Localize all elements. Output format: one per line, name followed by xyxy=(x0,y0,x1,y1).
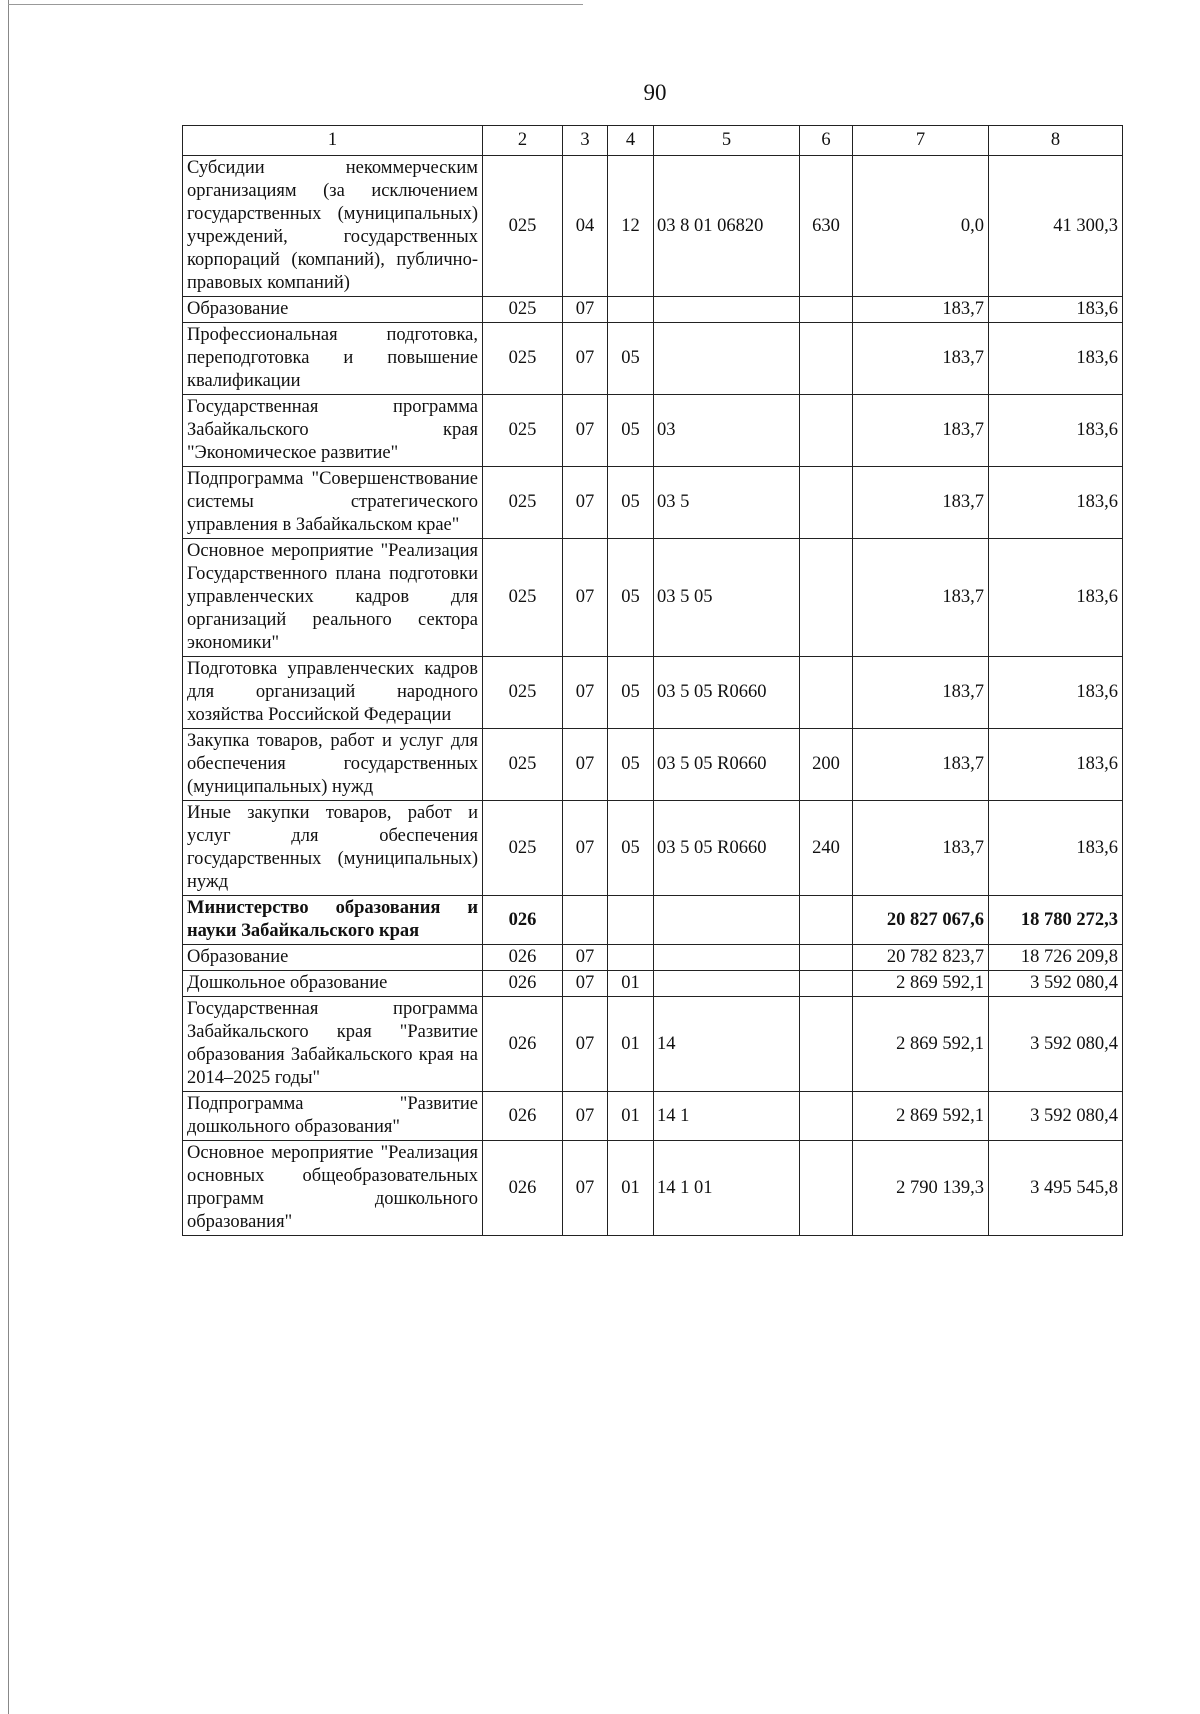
target-article-cell xyxy=(654,297,800,323)
section-cell: 07 xyxy=(563,297,608,323)
expense-type-cell xyxy=(800,1141,853,1236)
code-cell: 025 xyxy=(483,467,563,539)
subsection-cell: 01 xyxy=(608,971,654,997)
code-cell: 026 xyxy=(483,1141,563,1236)
subsection-cell: 05 xyxy=(608,395,654,467)
header-cell: 5 xyxy=(654,126,800,156)
row-name-cell: Закупка товаров, работ и услуг для обеспечения государственных (муниципальных) нужд xyxy=(183,729,483,801)
table-row xyxy=(183,467,1123,539)
amount-col8-cell: 183,6 xyxy=(989,395,1123,467)
row-name-cell: Подготовка управленческих кадров для организаций народного хозяйства Российской Федерации xyxy=(183,657,483,729)
table-row xyxy=(183,297,1123,323)
code-cell: 025 xyxy=(483,297,563,323)
section-cell: 07 xyxy=(563,323,608,395)
table-row xyxy=(183,729,1123,801)
code-cell: 025 xyxy=(483,801,563,896)
section-cell: 07 xyxy=(563,997,608,1092)
subsection-cell: 01 xyxy=(608,997,654,1092)
target-article-cell: 14 1 xyxy=(654,1092,800,1141)
amount-col7-cell: 183,7 xyxy=(853,801,989,896)
amount-col7-cell: 183,7 xyxy=(853,539,989,657)
amount-col8-cell: 3 592 080,4 xyxy=(989,1092,1123,1141)
subsection-cell: 05 xyxy=(608,657,654,729)
table-row xyxy=(183,896,1123,945)
subsection-cell: 12 xyxy=(608,156,654,297)
amount-col8-cell: 183,6 xyxy=(989,467,1123,539)
table-row xyxy=(183,1092,1123,1141)
header-cell: 4 xyxy=(608,126,654,156)
subsection-cell xyxy=(608,297,654,323)
table-row xyxy=(183,156,1123,297)
scan-edge-top xyxy=(8,4,583,5)
expense-type-cell: 630 xyxy=(800,156,853,297)
code-cell: 025 xyxy=(483,156,563,297)
row-name-cell: Профессиональная подготовка, переподготовка и повышение квалификации xyxy=(183,323,483,395)
section-cell: 07 xyxy=(563,657,608,729)
code-cell: 025 xyxy=(483,539,563,657)
amount-col7-cell: 183,7 xyxy=(853,297,989,323)
code-cell: 025 xyxy=(483,657,563,729)
table-row xyxy=(183,539,1123,657)
row-name-cell: Подпрограмма "Развитие дошкольного образования" xyxy=(183,1092,483,1141)
amount-col8-cell: 183,6 xyxy=(989,801,1123,896)
amount-col7-cell: 183,7 xyxy=(853,729,989,801)
section-cell: 07 xyxy=(563,729,608,801)
page-number: 90 xyxy=(643,80,667,105)
expense-type-cell xyxy=(800,997,853,1092)
header-cell: 8 xyxy=(989,126,1123,156)
expense-type-cell: 200 xyxy=(800,729,853,801)
subsection-cell: 05 xyxy=(608,801,654,896)
amount-col8-cell: 183,6 xyxy=(989,657,1123,729)
table-row xyxy=(183,997,1123,1092)
subsection-cell: 05 xyxy=(608,323,654,395)
expense-type-cell xyxy=(800,467,853,539)
section-cell: 07 xyxy=(563,1141,608,1236)
section-cell: 04 xyxy=(563,156,608,297)
row-name-cell: Государственная программа Забайкальского края "Развитие образования Забайкальского края на 2014–2025 годы" xyxy=(183,997,483,1092)
row-name-cell: Дошкольное образование xyxy=(183,971,483,997)
budget-table xyxy=(182,125,1123,1236)
amount-col7-cell: 183,7 xyxy=(853,395,989,467)
row-name-cell: Подпрограмма "Совершенствование системы стратегического управления в Забайкальском крае" xyxy=(183,467,483,539)
subsection-cell: 05 xyxy=(608,729,654,801)
amount-col7-cell: 2 790 139,3 xyxy=(853,1141,989,1236)
subsection-cell: 05 xyxy=(608,467,654,539)
amount-col7-cell: 183,7 xyxy=(853,323,989,395)
amount-col7-cell: 0,0 xyxy=(853,156,989,297)
scan-edge-left xyxy=(8,0,9,1714)
table-row xyxy=(183,801,1123,896)
amount-col8-cell: 18 726 209,8 xyxy=(989,945,1123,971)
section-cell: 07 xyxy=(563,945,608,971)
row-name-cell: Субсидии некоммерческим организациям (за исключением государственных (муниципальных) учреждений, государственных корпораций (компаний), публично-правовых компаний) xyxy=(183,156,483,297)
amount-col8-cell: 183,6 xyxy=(989,297,1123,323)
target-article-cell: 14 xyxy=(654,997,800,1092)
section-cell: 07 xyxy=(563,467,608,539)
section-cell xyxy=(563,896,608,945)
code-cell: 026 xyxy=(483,971,563,997)
amount-col8-cell: 183,6 xyxy=(989,539,1123,657)
amount-col8-cell: 3 592 080,4 xyxy=(989,971,1123,997)
target-article-cell: 03 5 05 R0660 xyxy=(654,801,800,896)
amount-col7-cell: 2 869 592,1 xyxy=(853,1092,989,1141)
amount-col7-cell: 20 782 823,7 xyxy=(853,945,989,971)
subsection-cell xyxy=(608,896,654,945)
table-row xyxy=(183,323,1123,395)
amount-col8-cell: 41 300,3 xyxy=(989,156,1123,297)
code-cell: 025 xyxy=(483,395,563,467)
target-article-cell: 03 5 xyxy=(654,467,800,539)
amount-col7-cell: 183,7 xyxy=(853,467,989,539)
target-article-cell: 03 5 05 R0660 xyxy=(654,729,800,801)
amount-col7-cell: 20 827 067,6 xyxy=(853,896,989,945)
target-article-cell: 03 5 05 R0660 xyxy=(654,657,800,729)
table-row xyxy=(183,971,1123,997)
target-article-cell: 03 8 01 06820 xyxy=(654,156,800,297)
expense-type-cell xyxy=(800,657,853,729)
expense-type-cell: 240 xyxy=(800,801,853,896)
subsection-cell xyxy=(608,945,654,971)
table-row xyxy=(183,657,1123,729)
code-cell: 025 xyxy=(483,729,563,801)
amount-col7-cell: 183,7 xyxy=(853,657,989,729)
table-row xyxy=(183,395,1123,467)
target-article-cell xyxy=(654,971,800,997)
header-cell: 7 xyxy=(853,126,989,156)
expense-type-cell xyxy=(800,971,853,997)
subsection-cell: 01 xyxy=(608,1141,654,1236)
target-article-cell: 03 xyxy=(654,395,800,467)
subsection-cell: 05 xyxy=(608,539,654,657)
amount-col8-cell: 18 780 272,3 xyxy=(989,896,1123,945)
expense-type-cell xyxy=(800,896,853,945)
expense-type-cell xyxy=(800,395,853,467)
expense-type-cell xyxy=(800,539,853,657)
subsection-cell: 01 xyxy=(608,1092,654,1141)
code-cell: 026 xyxy=(483,997,563,1092)
row-name-cell: Основное мероприятие "Реализация основных общеобразовательных программ дошкольного образования" xyxy=(183,1141,483,1236)
expense-type-cell xyxy=(800,297,853,323)
row-name-cell: Образование xyxy=(183,297,483,323)
table-row xyxy=(183,1141,1123,1236)
amount-col8-cell: 183,6 xyxy=(989,729,1123,801)
section-cell: 07 xyxy=(563,1092,608,1141)
table-body xyxy=(183,126,1123,1236)
header-cell: 1 xyxy=(183,126,483,156)
table-row xyxy=(183,945,1123,971)
code-cell: 026 xyxy=(483,945,563,971)
target-article-cell xyxy=(654,323,800,395)
amount-col7-cell: 2 869 592,1 xyxy=(853,997,989,1092)
target-article-cell xyxy=(654,945,800,971)
section-cell: 07 xyxy=(563,801,608,896)
code-cell: 026 xyxy=(483,1092,563,1141)
target-article-cell xyxy=(654,896,800,945)
target-article-cell: 14 1 01 xyxy=(654,1141,800,1236)
header-row xyxy=(183,126,1123,156)
row-name-cell: Иные закупки товаров, работ и услуг для обеспечения государственных (муниципальных) нужд xyxy=(183,801,483,896)
amount-col8-cell: 183,6 xyxy=(989,323,1123,395)
header-cell: 3 xyxy=(563,126,608,156)
amount-col8-cell: 3 592 080,4 xyxy=(989,997,1123,1092)
row-name-cell: Государственная программа Забайкальского края "Экономическое развитие" xyxy=(183,395,483,467)
expense-type-cell xyxy=(800,1092,853,1141)
row-name-cell: Министерство образования и науки Забайкальского края xyxy=(183,896,483,945)
code-cell: 026 xyxy=(483,896,563,945)
section-cell: 07 xyxy=(563,971,608,997)
header-cell: 6 xyxy=(800,126,853,156)
header-cell: 2 xyxy=(483,126,563,156)
amount-col8-cell: 3 495 545,8 xyxy=(989,1141,1123,1236)
expense-type-cell xyxy=(800,323,853,395)
target-article-cell: 03 5 05 xyxy=(654,539,800,657)
section-cell: 07 xyxy=(563,539,608,657)
amount-col7-cell: 2 869 592,1 xyxy=(853,971,989,997)
section-cell: 07 xyxy=(563,395,608,467)
row-name-cell: Основное мероприятие "Реализация Государственного плана подготовки управленческих кадров для организаций реального сектора экономики" xyxy=(183,539,483,657)
expense-type-cell xyxy=(800,945,853,971)
row-name-cell: Образование xyxy=(183,945,483,971)
code-cell: 025 xyxy=(483,323,563,395)
